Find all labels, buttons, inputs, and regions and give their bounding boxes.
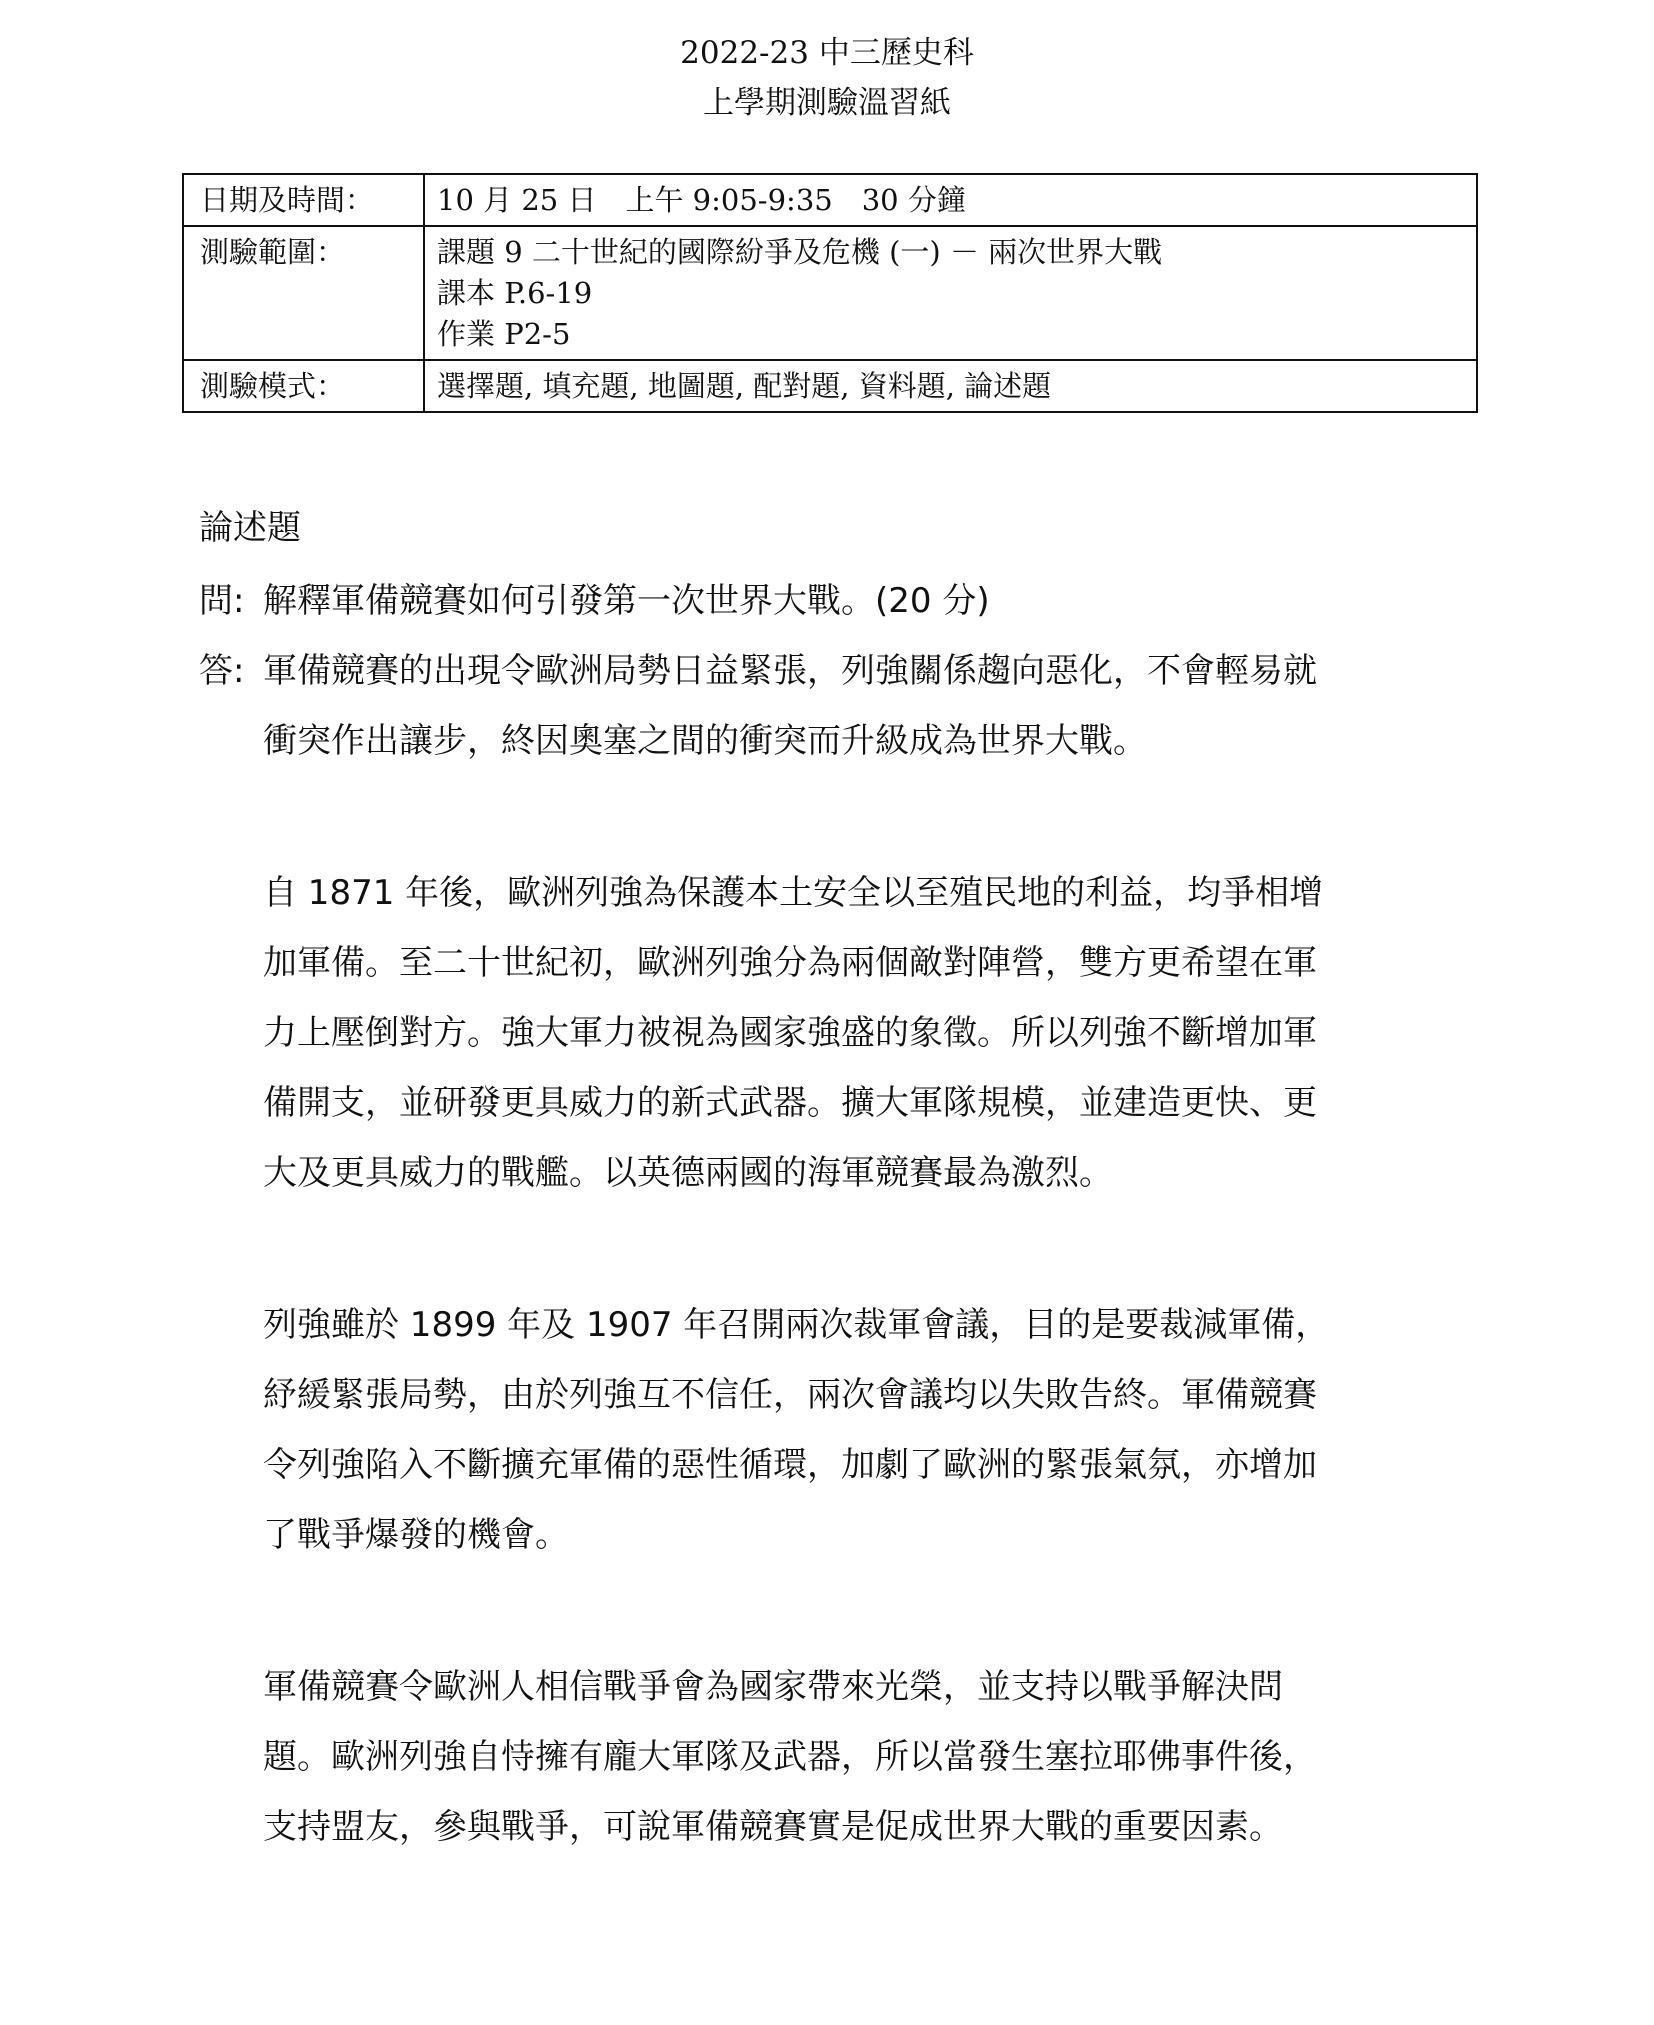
test-scope-topic: 課題 9 二十世紀的國際紛爭及危機 (一) － 兩次世界大戰 <box>437 235 1163 269</box>
header-sheet-title: 上學期測驗溫習紙 <box>703 85 951 121</box>
test-info-table <box>182 173 1478 413</box>
essay-section <box>199 498 1359 1862</box>
date-time-value <box>424 174 1477 226</box>
table-row-date-time <box>183 174 1477 226</box>
header-course-title: 2022-23 中三歷史科 <box>680 35 974 71</box>
answer-intro: 軍備競賽的出現令歐洲局勢日益緊張，列強關係趨向惡化，不會輕易就衝突作出讓步，終因奧塞之間的衝突而升級成為世界大戰。 <box>263 651 1317 761</box>
test-format-line: 選擇題, 填充題, 地圖題, 配對題, 資料題, 論述題 <box>437 369 1052 403</box>
test-format-value <box>424 360 1477 412</box>
answer-paragraph-war-glorification: 軍備競賽令歐洲人相信戰爭會為國家帶來光榮，並支持以戰爭解決問題。歐洲列強自恃擁有龐大軍隊及武器，所以當發生塞拉耶佛事件後，支持盟友，參與戰爭，可說軍備競賽實是促成世界大戰的重要因素。 <box>263 1667 1317 1847</box>
answer-row <box>199 636 1359 776</box>
test-scope-label: 測驗範圍： <box>183 226 424 360</box>
table-row-test-format <box>183 360 1477 412</box>
date-time-line: 10 月 25 日 上午 9:05-9:35 30 分鐘 <box>437 183 966 217</box>
test-scope-value <box>424 226 1477 360</box>
essay-section-title: 論述題 <box>199 508 301 548</box>
question-row <box>199 566 1359 636</box>
answer-label: 答: <box>199 651 245 691</box>
answer-paragraph-arms-buildup: 自 1871 年後，歐洲列強為保護本土安全以至殖民地的利益，均爭相增加軍備。至二十世紀初，歐洲列強分為兩個敵對陣營，雙方更希望在軍力上壓倒對方。強大軍力被視為國家強盛的象徵。所以列強不斷增加軍備開支，並研發更具威力的新式武器。擴大軍隊規模，並建造更快、更大及更具威力的戰艦。以英德兩國的海軍競賽最為激烈。 <box>263 873 1324 1193</box>
test-format-label: 測驗模式： <box>183 360 424 412</box>
page-header <box>0 28 1654 128</box>
question-label: 問: <box>199 581 245 621</box>
test-scope-textbook: 課本 P.6-19 <box>437 276 593 310</box>
answer-paragraph-disarmament-conferences: 列強雖於 1899 年及 1907 年召開兩次裁軍會議，目的是要裁減軍備，紓緩緊張局勢，由於列強互不信任，兩次會議均以失敗告終。軍備競賽令列強陷入不斷擴充軍備的惡性循環，加劇了歐洲的緊張氣氛，亦增加了戰爭爆發的機會。 <box>263 1305 1330 1555</box>
question-text: 解釋軍備競賽如何引發第一次世界大戰。(20 分) <box>263 581 990 621</box>
date-time-label: 日期及時間： <box>183 174 424 226</box>
table-row-test-scope <box>183 226 1477 360</box>
test-scope-workbook: 作業 P2-5 <box>437 317 571 351</box>
